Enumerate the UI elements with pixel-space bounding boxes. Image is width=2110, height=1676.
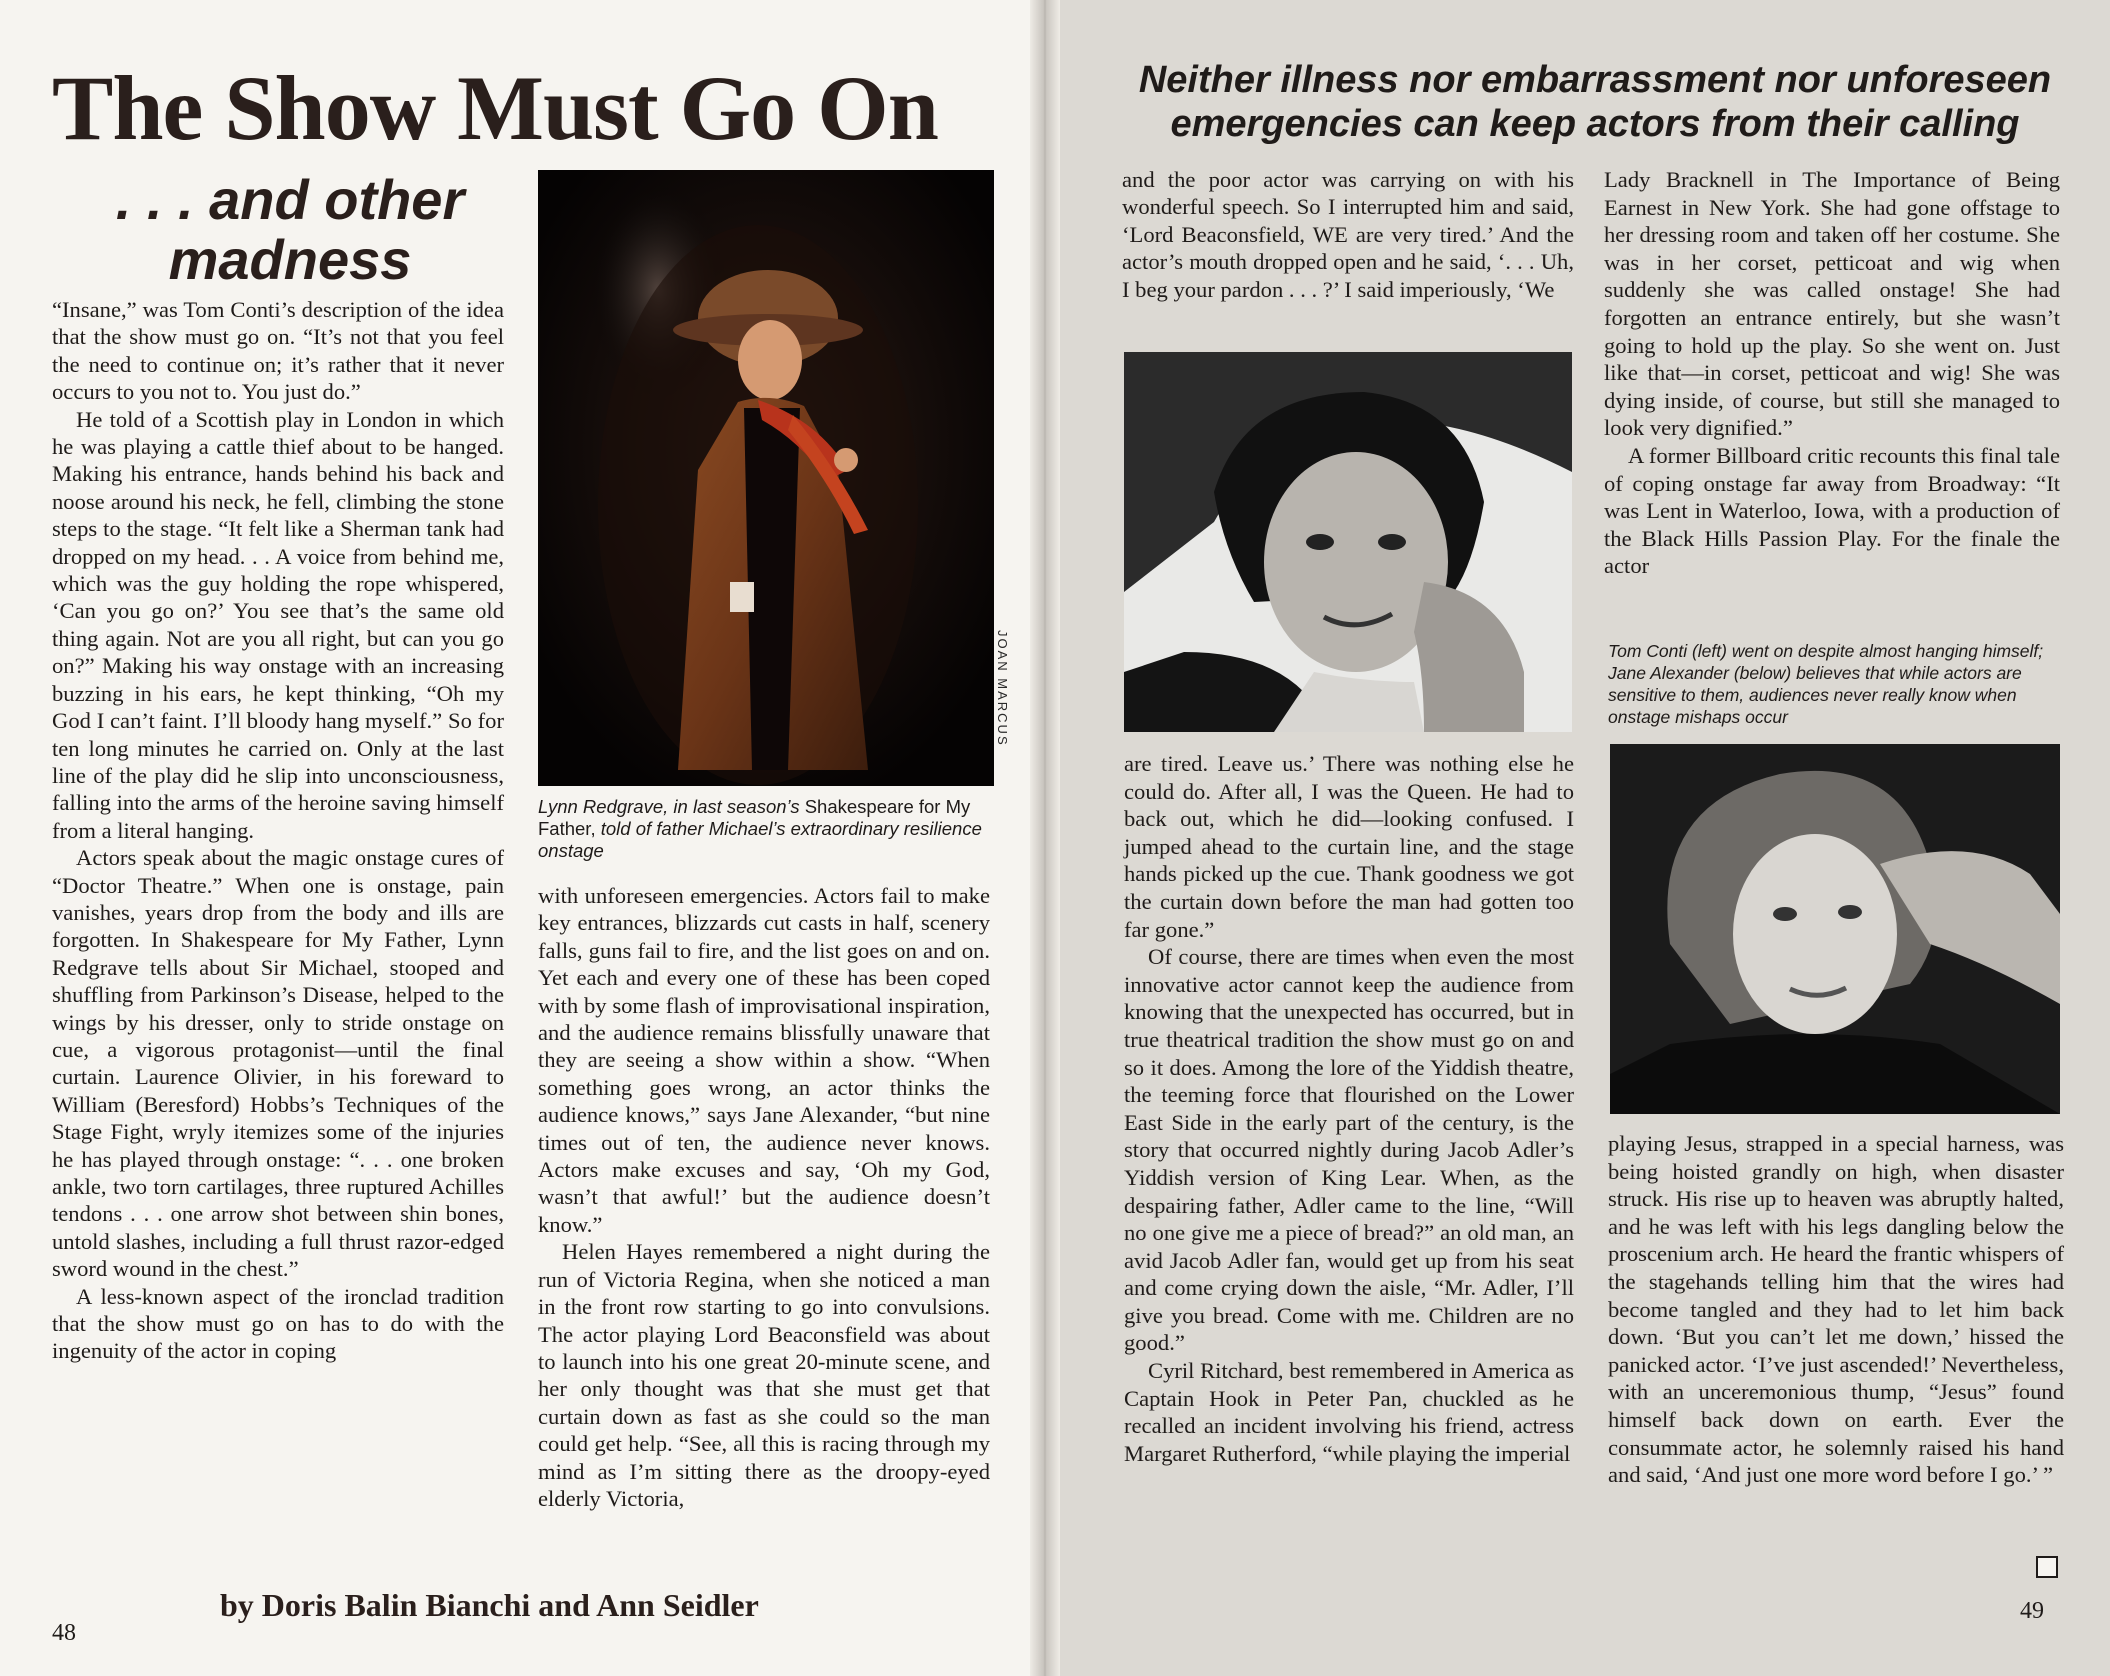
column-4-top — [1604, 166, 2060, 580]
paragraph: He told of a Scottish play in London in which he was playing a cattle thief about to be hanged. Making his entrance, hands behind his back and noose around his neck, he fell, climbing the stone steps to the stage. “It felt like a Sherman tank had dropped on my head. . . A voice from behind me, which was the guy holding the rope whispered, ‘Can you go on?’ You see that’s the same old thing again. Not are you all right, but can you go on?” Making his way onstage with an increasing buzzing in his ears, he kept thinking, “Oh my God I can’t faint. I’ll bloody hang myself.” So for ten long minutes he carried on. Only at the last line of the play did he slip into unconsciousness, falling into the arms of the heroine saving himself from a literal hanging. — [52, 406, 504, 843]
caption-play-title: Shakespeare for My Father, — [538, 796, 971, 839]
paragraph: Cyril Ritchard, best remembered in America as Captain Hook in Peter Pan, chuckled as he recalled an incident involving his friend, actress Margaret Rutherford, “while playing the imperial — [1124, 1358, 1575, 1466]
deck-line-1: Neither illness nor embarrassment nor unforeseen — [1138, 59, 2052, 101]
left-page — [0, 0, 1045, 1676]
paragraph: Lady Bracknell in The Importance of Being Earnest in New York. She had gone offstage to her dressing room and taken off her costume. She was in her corset, petticoat and wig when suddenly she was called onstage! She had forgotten an entrance entirely, but she wasn’t going to hold up the play. So she went on. Just like that—in corset, petticoat and wig! She was dying inside, of course, but still she managed to look very dignified.” — [1604, 167, 2060, 441]
portrait-photo-tom-conti — [1124, 352, 1572, 732]
photo-caption-conti-alexander: Tom Conti (left) went on despite almost hanging himself; Jane Alexander (below) believes that while actors are sensitive to them, audiences never really know when onstage mishaps occur — [1608, 641, 2044, 727]
article-deck — [1120, 58, 2070, 146]
caption-text: Lynn Redgrave, in last season’s — [538, 796, 805, 817]
spine-gutter — [1030, 0, 1060, 1676]
photo-credit: JOAN MARCUS — [995, 630, 1010, 747]
column-3-bottom — [1124, 750, 1574, 1467]
column-4-bottom — [1608, 1130, 2064, 1489]
page-number-left: 48 — [52, 1620, 76, 1646]
paragraph: are tired. Leave us.’ There was nothing else he could do. After all, I was the Queen. He had to back out, which he did—looking confused. I jumped ahead to the curtain line, and the stage hands picked up the cue. Thank goodness we got the curtain down before the man had gotten too far gone.” — [1124, 751, 1574, 942]
subtitle-line-2: madness — [168, 228, 412, 291]
paragraph: Actors speak about the magic onstage cures of “Doctor Theatre.” When one is onstage, pain vanishes, years drop from the body and ills are forgotten. In Shakespeare for My Father, Lynn Redgrave tells about Sir Michael, stooped and shuffling from Parkinson’s Disease, helped to the wings by his dresser, only to stride onstage on cue, a vigorous protagonist—until the final curtain. Laurence Olivier, in his foreward to William (Beresford) Hobbs’s Techniques of the Stage Fight, wryly itemizes some of the injuries he has played through onstage: “. . . one broken ankle, two torn cartilages, three ruptured Achilles tendons . . . one arrow shot between shin bones, untold slashes, including a full thrust razor-edged sword wound in the chest.” — [52, 845, 504, 1282]
byline: by Doris Balin Bianchi and Ann Seidler — [220, 1587, 759, 1623]
paragraph: and the poor actor was carrying on with his wonderful speech. So I interrupted him and said, ‘Lord Beaconsfield, WE are very tired.’ And the actor’s mouth dropped open and he said, ‘. . . Uh, I beg your pardon . . . ?’ I said imperiously, ‘We — [1122, 167, 1574, 302]
paragraph: with unforeseen emergencies. Actors fail to make key entrances, blizzards cut casts in half, scenery falls, guns fail to fire, and the list goes on and on. Yet each and every one of these has been coped with by some flash of improvisational inspiration, and the audience remains blissfully unaware that they are seeing a show within a show. “When something goes wrong, an actor thinks the audience knows,” says Jane Alexander, “but nine times out of ten, the audience never knows. Actors make excuses and say, ‘Oh my God, wasn’t that awful!’ but the audience doesn’t know.” — [538, 883, 990, 1237]
portrait-photo-jane-alexander — [1610, 744, 2060, 1114]
article-title: The Show Must Go On — [52, 57, 938, 159]
portrait-illustration-alexander — [1610, 744, 2060, 1114]
paragraph: “Insane,” was Tom Conti’s description of the idea that the show must go on. “It’s not that you feel the need to continue on; it’s rather that it never occurs to you not to. You just do.” — [52, 297, 504, 405]
paragraph: Of course, there are times when even the most innovative actor cannot keep the audience from knowing that the unexpected has occurred, but in true theatrical tradition the show must go on and so it does. Among the lore of the Yiddish theatre, the teeming force that flourished on the Lower East Side in the early part of the century, is the story that occurred nightly during Jacob Adler’s Yiddish version of King Lear. When, as the despairing father, Adler came to the line, “Will no one give me a piece of bread?” an old man, an avid Jacob Adler fan, would get up from his seat and come crying down the aisle, “Mr. Adler, I’ll give you bread. Come with me. Children are no good.” — [1124, 944, 1574, 1356]
column-3-top — [1122, 166, 1574, 303]
paragraph: A former Billboard critic recounts this final tale of coping onstage far away from Broadway: “It was Lent in Waterloo, Iowa, with a production of the Black Hills Passion Play. For the finale the actor — [1604, 442, 2060, 579]
stage-photo-illustration — [538, 170, 994, 786]
portrait-illustration-conti — [1124, 352, 1572, 732]
page-number-right: 49 — [2020, 1598, 2044, 1624]
photo-caption-redgrave — [538, 796, 998, 862]
column-1 — [52, 296, 504, 1365]
deck-line-2: emergencies can keep actors from their calling — [1170, 103, 2020, 145]
article-subtitle — [100, 170, 480, 290]
paragraph: A less-known aspect of the ironclad tradition that the show must go on has to do with the ingenuity of the actor in coping — [52, 1283, 504, 1364]
paragraph: playing Jesus, strapped in a special harness, was being hoisted grandly on high, when disaster struck. His rise up to heaven was abruptly halted, and he was left with his legs dangling below the proscenium arch. He heard the frantic whispers of the stagehands telling him that the wires had become tangled and they had to let him back down. ‘But you can’t let me down,’ hissed the panicked actor. ‘I’ve just ascended!’ Nevertheless, with an unceremonious thump, “Jesus” found himself back down on earth. Ever the consummate actor, he solemnly raised his hand and said, ‘And just one more word before I go.’ ” — [1608, 1131, 2064, 1488]
end-of-article-mark — [2036, 1556, 2058, 1578]
subtitle-line-1: . . . and other — [115, 168, 465, 231]
caption-text: told of father Michael’s extraordinary resilience onstage — [538, 818, 982, 861]
stage-photo-lynn-redgrave — [538, 170, 994, 786]
column-2 — [538, 882, 990, 1512]
paragraph: Helen Hayes remembered a night during the run of Victoria Regina, when she noticed a man in the front row starting to go into convulsions. The actor playing Lord Beaconsfield was about to launch into his one great 20-minute scene, and her only thought was that she must get that curtain down as fast as she could so the man could get help. “See, all this is racing through my mind as I’m sitting there as the droopy-eyed elderly Victoria, — [538, 1239, 990, 1511]
